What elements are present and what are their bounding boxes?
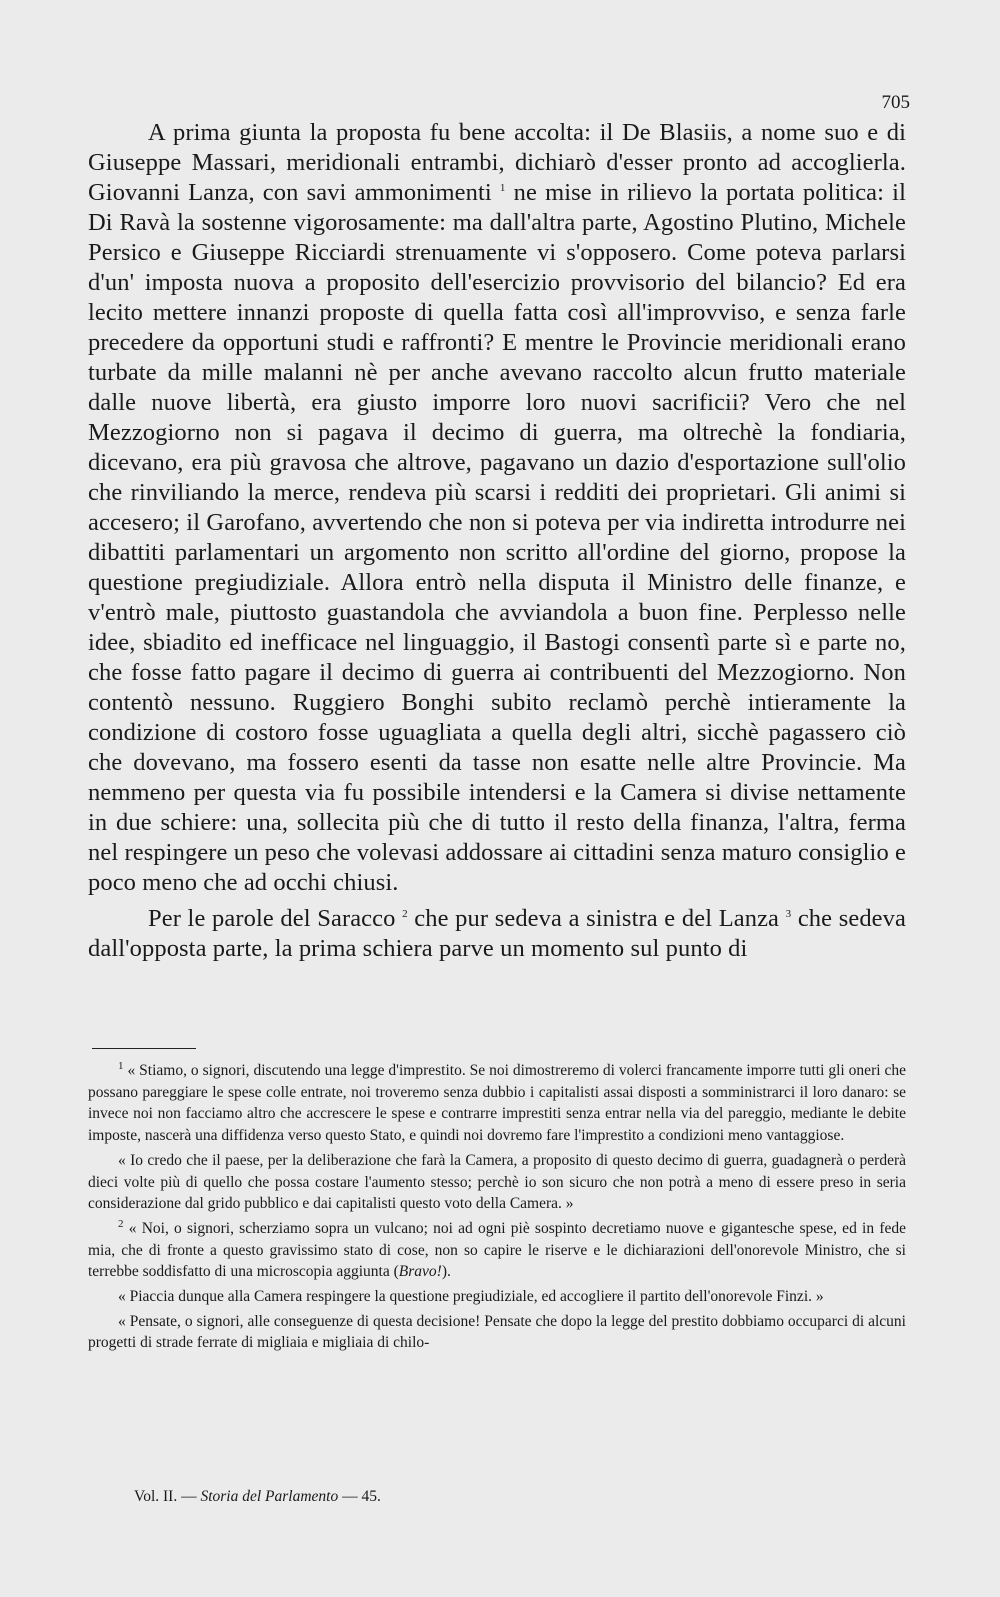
footnote [88,1060,906,1147]
footnote-ref: 2 [402,907,408,920]
footnote [88,1150,906,1215]
paragraph-text: Per le parole del Saracco [148,905,403,932]
footnote-text: ). [441,1263,451,1281]
footnote-italic: Bravo! [398,1263,442,1281]
footer-title: Storia del Parlamento [200,1488,339,1505]
footnote-text: « Piaccia dunque alla Camera respingere la questione pregiudiziale, ed accogliere il partito dell'onorevole Finzi. » [118,1288,824,1306]
page-number: 705 [881,92,910,113]
footnote-text: « Io credo che il paese, per la deliberazione che farà la Camera, a proposito di questo decimo di guerra, guadagnerà o perderà dieci volte più di quello che possa costare l'aumento stesso; perchè io son sicuro che non potrà a meno di essere preso in seria considerazione dal grido pubblico e dai capitalisti questo voto della Camera. » [88,1151,906,1213]
page-signature [134,1488,381,1506]
footnotes [88,1060,906,1354]
footnote-separator [92,1048,196,1049]
paragraph-text: A prima giunta la proposta fu bene accolta: il De Blasiis, a nome suo e di Giuseppe Massari, meridionali entrambi, dichiarò d'esser pronto ad accoglierla. Giovanni Lanza, con savi ammonimenti [88,119,906,206]
paragraph [88,118,906,898]
paragraph [88,904,906,964]
footnote-text: « Pensate, o signori, alle conseguenze di questa decisione! Pensate che dopo la legge del prestito dobbiamo occuparci di alcuni progetti di strade ferrate di migliaia e migliaia di chilo- [88,1312,906,1352]
footnote-ref: 3 [785,907,792,920]
footnote-text: « Noi, o signori, scherziamo sopra un vulcano; noi ad ogni piè sospinto decretiamo nuove e gigantesche spese, ed in fede mia, che di fronte a questo gravissimo stato di cose, non so capire le riserve e le dichiarazioni dell'onorevole Ministro, che si terrebbe soddisfatto di una microscopia aggiunta ( [88,1219,906,1281]
footnote-mark: 2 [118,1217,124,1230]
paragraph-text: che pur sedeva a sinistra e del Lanza [407,905,786,932]
paragraph-text: che sedeva dall'opposta parte, la prima schiera parve un momento sul punto di [88,905,906,962]
footnote [88,1311,906,1354]
footnote-mark: 1 [118,1059,124,1072]
footnote [88,1218,906,1283]
footnote-ref: 1 [499,181,506,194]
footer-signature: — 45. [338,1488,381,1505]
footnote [88,1286,906,1308]
main-text [88,118,906,964]
paragraph-text: ne mise in rilievo la portata politica: il Di Ravà la sostenne vigorosamente: ma dall'altra parte, Agostino Plutino, Michele Persico e Giuseppe Ricciardi strenuamente vi s'opposero. Come poteva parlarsi d'un' imposta nuova a proposito dell'esercizio provvisorio del bilancio? Ed era lecito mettere innanzi proposte di quella fatta così all'improvviso, e senza farle precedere da opportuni studi e raffronti? E mentre le Provincie meridionali erano turbate da mille malanni nè per anche avevano raccolto alcun frutto materiale dalle nuove libertà, era giusto imporre loro nuovi sacrificii? Vero che nel Mezzogiorno non si pagava il decimo di guerra, ma oltrechè la fondiaria, dicevano, era più gravosa che altrove, pagavano un dazio d'esportazione sull'olio che rinviliando la merce, rendeva più scarsi i redditi dei proprietari. Gli animi si accesero; il Garofano, avvertendo che non si poteva per via indiretta introdurre nei dibattiti parlamentari un argomento non scritto all'ordine del giorno, propose la questione pregiudiziale. Allora entrò nella disputa il Ministro delle finanze, e v'entrò male, piuttosto guastandola che avviandola a buon fine. Perplesso nelle idee, sbiadito ed inefficace nel linguaggio, il Bastogi consentì parte sì e parte no, che fosse fatto pagare il decimo di guerra ai contribuenti del Mezzogiorno. Non contentò nessuno. Ruggiero Bonghi subito reclamò perchè intieramente la condizione di costoro fosse uguagliata a quella degli altri, sicchè pagassero ciò che dovevano, ma fossero esenti da tasse non esatte nelle altre Provincie. Ma nemmeno per questa via fu possibile intendersi e la Camera si divise nettamente in due schiere: una, sollecita più che di tutto il resto della finanza, l'altra, ferma nel respingere un peso che volevasi addossare ai cittadini senza maturo consiglio e poco meno che ad occhi chiusi. [88,179,906,896]
footnote-text: « Stiamo, o signori, discutendo una legge d'imprestito. Se noi dimostreremo di volerci francamente imporre tutti gli oneri che possano pareggiare le spese colle entrate, noi troveremo senza dubbio i capitalisti assai disposti a somministrarci il loro danaro: se invece noi non facciamo altro che accrescere le spese e contrarre imprestiti senza entrar nella via del pareggio, mediante le debite imposte, nascerà una diffidenza verso questo Stato, e quindi noi dovremo fare l'imprestito a condizioni meno vantaggiose. [88,1062,906,1145]
footer-volume: Vol. II. — [134,1488,201,1505]
